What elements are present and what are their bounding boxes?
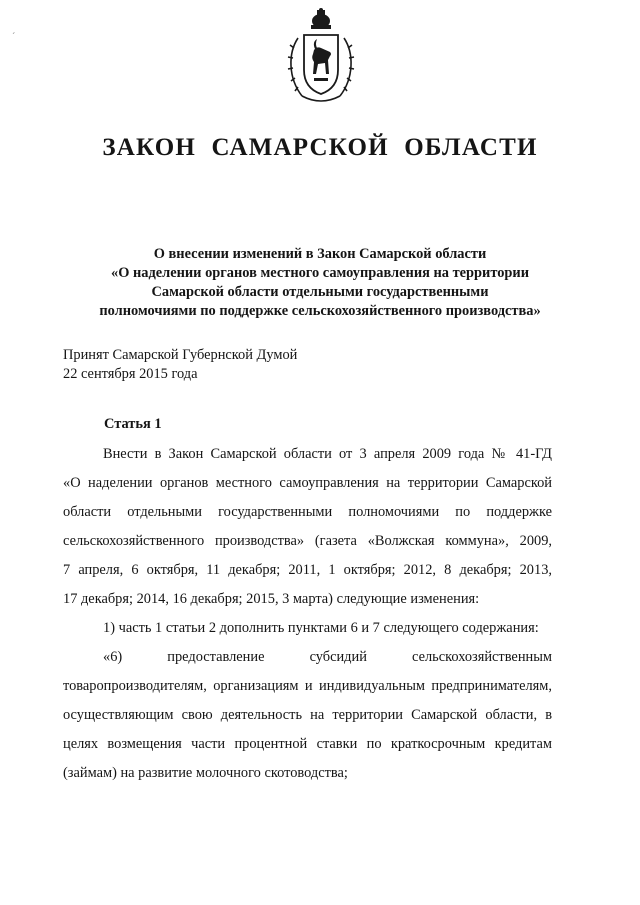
subtitle-line: «О наделении органов местного самоуправления на территории	[111, 265, 529, 281]
body-line: сельскохозяйственного производства» (газета «Волжская коммуна», 2009,	[63, 533, 552, 549]
article-body	[63, 440, 552, 788]
body-line: (займам) на развитие молочного скотоводства;	[63, 765, 348, 781]
subtitle-line: полномочиями по поддержке сельскохозяйственного производства»	[99, 303, 541, 319]
subtitle-line: О внесении изменений в Закон Самарской области	[153, 246, 487, 262]
body-line: товаропроизводителям, организациям и индивидуальным предпринимателям,	[63, 678, 552, 694]
body-line: осуществляющим свою деятельность на территории Самарской области, в	[63, 707, 552, 723]
body-line: целях возмещения части процентной ставки по краткосрочным кредитам	[63, 736, 552, 752]
subtitle-line: Самарской области отдельными государственными	[151, 284, 489, 300]
body-line: области отдельными государственными полномочиями по поддержке	[63, 504, 552, 520]
body-line: «О наделении органов местного самоуправления на территории Самарской	[63, 475, 552, 491]
body-line: 17 декабря; 2014, 16 декабря; 2015, 3 марта) следующие изменения:	[63, 591, 480, 607]
article-heading: Статья 1	[104, 416, 162, 432]
samara-oblast-coat-of-arms-icon	[284, 8, 358, 108]
adopted-by-line: Принят Самарской Губернской Думой	[63, 347, 298, 363]
body-line: «6) предоставление субсидий сельскохозяйственным	[103, 649, 552, 665]
law-title: ЗАКОН САМАРСКОЙ ОБЛАСТИ	[102, 134, 538, 161]
stray-mark: ´	[12, 32, 16, 43]
law-subtitle	[60, 245, 580, 321]
body-line: 7 апреля, 6 октября, 11 декабря; 2011, 1 октября; 2012, 8 декабря; 2013,	[63, 562, 552, 578]
body-line: Внести в Закон Самарской области от 3 апреля 2009 года № 41-ГД	[103, 446, 552, 462]
body-line: 1) часть 1 статьи 2 дополнить пунктами 6 и 7 следующего содержания:	[103, 620, 539, 636]
adoption-info	[63, 346, 297, 383]
adopted-date-line: 22 сентября 2015 года	[63, 365, 198, 382]
